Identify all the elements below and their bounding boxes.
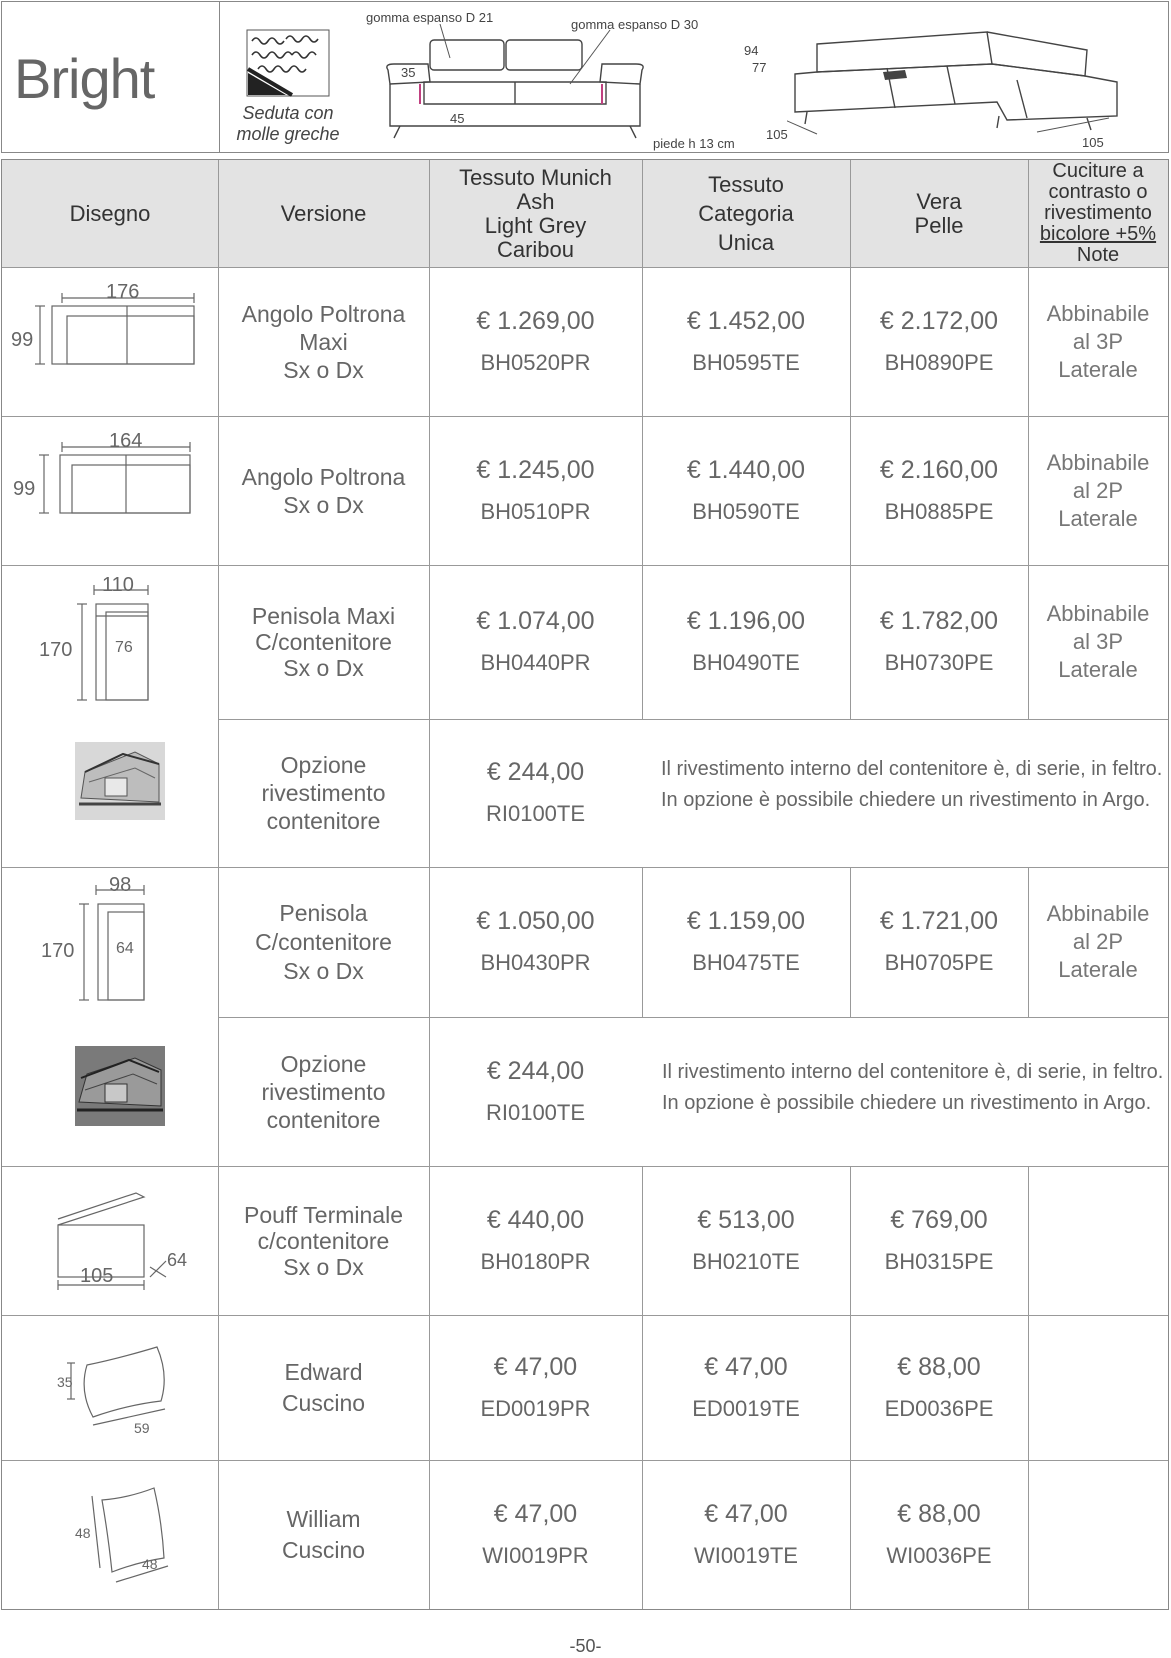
- price-categoria-cell: € 1.159,00 BH0475TE: [686, 907, 806, 975]
- corner-sofa-drawing: [787, 24, 1122, 142]
- dim-105b-label: 105: [1082, 135, 1104, 150]
- feet-height-label: piede h 13 cm: [653, 136, 735, 151]
- dim-label: 98: [109, 874, 132, 896]
- note-cell: Abbinabile al 2P Laterale: [1046, 449, 1150, 531]
- drawing-cushion-edward: [57, 1335, 187, 1445]
- foam-d21-label: gomma espanso D 21: [366, 10, 494, 25]
- dim-label: 59: [134, 1420, 150, 1436]
- versione-cell: Angolo Poltrona Sx o Dx: [241, 463, 406, 518]
- col-header-categoria: Tessuto Categoria Unica: [698, 172, 794, 255]
- dim-label: 110: [102, 574, 134, 596]
- header-strip: [1, 1, 1169, 153]
- seat-caption-line2: molle greche: [236, 124, 340, 144]
- dim-label: 48: [142, 1556, 158, 1572]
- col-header-versione: Versione: [280, 200, 367, 226]
- note-cell: Abbinabile al 3P Laterale: [1046, 601, 1150, 682]
- price-munich-cell: € 47,00 ED0019PR: [480, 1352, 591, 1421]
- foam-d30-label: gomma espanso D 30: [571, 17, 699, 32]
- price-categoria-cell: € 513,00 BH0210TE: [692, 1205, 800, 1274]
- sofa-front-drawing: [380, 24, 650, 146]
- col-header-disegno: Disegno: [69, 200, 151, 226]
- price-categoria-cell: € 1.196,00 BH0490TE: [686, 607, 806, 675]
- versione-cell: Edward Cuscino: [281, 1358, 366, 1416]
- price-munich-cell: € 1.050,00 BH0430PR: [476, 907, 595, 975]
- dim-label: 76: [115, 639, 133, 656]
- dim-105a-label: 105: [766, 127, 788, 142]
- col-header-pelle: Vera Pelle: [914, 188, 964, 238]
- dim-94-label: 94: [744, 43, 759, 58]
- dim-label: 64: [116, 940, 134, 957]
- versione-cell: Opzione rivestimento contenitore: [261, 1050, 386, 1133]
- dim-label: 48: [75, 1525, 91, 1541]
- col-header-munich: Tessuto Munich Ash Light Grey Caribou: [459, 164, 612, 262]
- price-pelle-cell: € 88,00 WI0036PE: [886, 1499, 992, 1568]
- price-munich-cell: € 47,00 WI0019PR: [482, 1499, 589, 1568]
- price-categoria-cell: € 47,00 WI0019TE: [694, 1499, 798, 1568]
- price-categoria-cell: € 1.452,00 BH0595TE: [686, 306, 806, 375]
- price-pelle-cell: € 88,00 ED0036PE: [884, 1352, 994, 1421]
- versione-cell: Angolo Poltrona Maxi Sx o Dx: [241, 300, 406, 383]
- versione-cell: Pouff Terminale c/contenitore Sx o Dx: [244, 1201, 403, 1280]
- dim-77-label: 77: [752, 60, 767, 75]
- versione-cell: Penisola Maxi C/contenitore Sx o Dx: [251, 603, 396, 681]
- price-munich-cell: € 1.245,00 BH0510PR: [476, 455, 595, 524]
- price-pelle-cell: € 1.721,00 BH0705PE: [879, 907, 999, 975]
- page-number: -50-: [569, 1636, 602, 1656]
- dim-label: 35: [57, 1374, 73, 1390]
- dim-label: 99: [13, 478, 36, 500]
- price-pelle-cell: € 2.172,00 BH0890PE: [879, 306, 999, 375]
- note-cell: Abbinabile al 3P Laterale: [1046, 300, 1150, 382]
- versione-cell: Penisola C/contenitore Sx o Dx: [255, 899, 392, 984]
- versione-cell: William Cuscino: [281, 1505, 366, 1563]
- price-pelle-cell: € 2.160,00 BH0885PE: [879, 455, 999, 524]
- price-pelle-cell: € 1.782,00 BH0730PE: [879, 607, 999, 675]
- dim-label: 164: [109, 430, 143, 452]
- brand-title: Bright: [14, 47, 155, 110]
- dim-35-label: 35: [401, 65, 416, 80]
- dim-label: 170: [41, 940, 75, 962]
- price-pelle-cell: € 769,00 BH0315PE: [884, 1205, 994, 1274]
- col-header-note: Cuciture a contrasto o rivestimento bicolore +5% Note: [1039, 160, 1157, 266]
- storage-photo: [75, 1046, 165, 1126]
- seat-caption-line1: Seduta con: [242, 103, 334, 123]
- info-line: Il rivestimento interno del contenitore è, di serie, in feltro.: [662, 1061, 1164, 1083]
- info-line: In opzione è possibile chiedere un rivestimento in Argo.: [661, 789, 1151, 811]
- price-categoria-cell: € 47,00 ED0019TE: [692, 1352, 800, 1421]
- spring-seat-icon: [246, 29, 330, 99]
- price-munich-cell: € 440,00 BH0180PR: [480, 1205, 591, 1274]
- drawing-pouff: [54, 1185, 184, 1295]
- price-categoria-cell: € 1.440,00 BH0590TE: [686, 455, 806, 524]
- price-munich-cell: € 1.074,00 BH0440PR: [476, 607, 595, 675]
- storage-photo: [75, 742, 165, 820]
- dim-label: 105: [80, 1265, 114, 1287]
- info-line: In opzione è possibile chiedere un rivestimento in Argo.: [662, 1092, 1152, 1114]
- note-cell: Abbinabile al 2P Laterale: [1046, 901, 1150, 982]
- dim-label: 170: [39, 639, 73, 661]
- info-line: Il rivestimento interno del contenitore è, di serie, in feltro.: [661, 758, 1163, 780]
- dim-45-label: 45: [450, 111, 465, 126]
- price-munich-cell: € 244,00 RI0100TE: [485, 758, 586, 826]
- versione-cell: Opzione rivestimento contenitore: [261, 752, 386, 834]
- dim-label: 64: [167, 1250, 188, 1270]
- price-munich-cell: € 1.269,00 BH0520PR: [476, 306, 595, 375]
- dim-label: 99: [11, 329, 34, 351]
- price-munich-cell: € 244,00 RI0100TE: [485, 1056, 586, 1125]
- price-table: [1, 159, 1169, 1610]
- dim-label: 176: [106, 281, 140, 303]
